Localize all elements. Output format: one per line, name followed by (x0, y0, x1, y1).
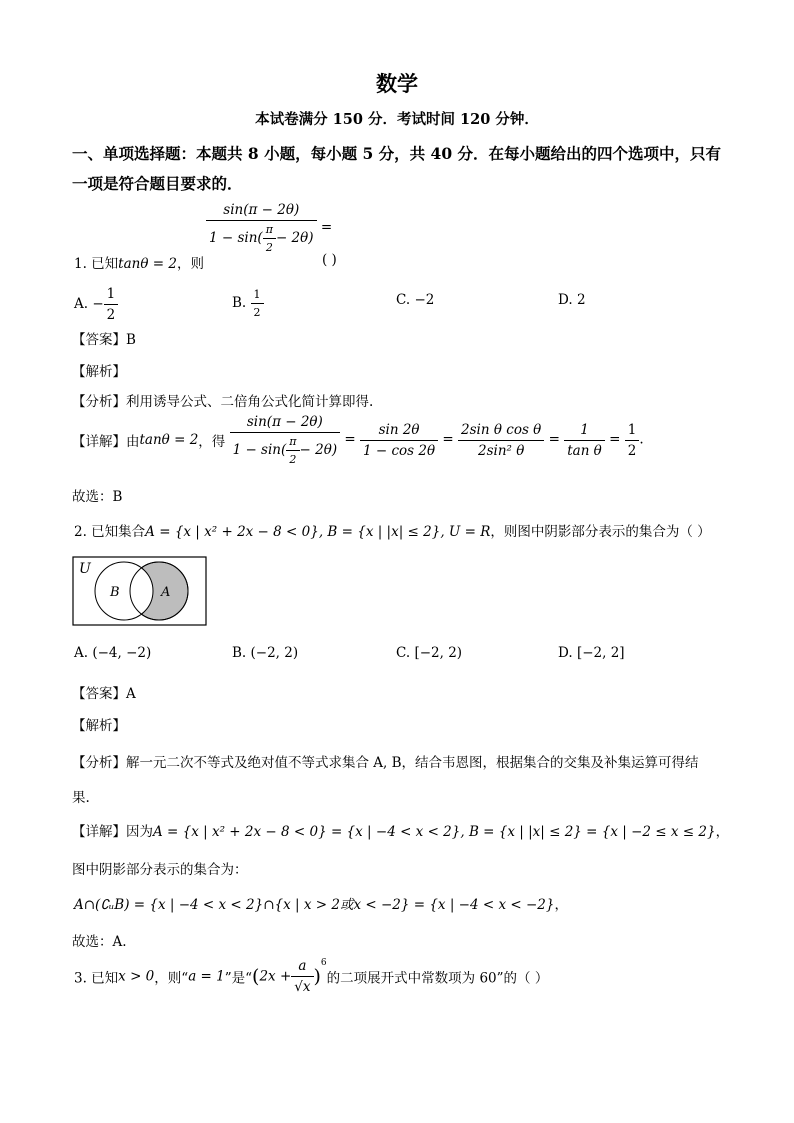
q3-fraction: $\frac{a}{√x}$ (291, 958, 313, 995)
q2-fenxi-line1: 【分析】解一元二次不等式及绝对值不等式求集合 A, B，结合韦恩图，根据集合的交集及补集运算可得结 (72, 755, 699, 771)
q1-frac-denominator: 1 − sin( $\frac{\pi}{2}$ − 2θ) (209, 223, 314, 254)
q2-analysis-tag: 【解析】 (72, 718, 126, 734)
q1-option-d: D. 2 (558, 292, 586, 308)
q1-equals: = (320, 219, 333, 236)
q3-stem: 3. 已知x > 0，则“a = 1”是“(2x + $\frac{a}{√x}$ )$^6$的二项展开式中常数项为 60”的（ ） (74, 958, 549, 995)
q1-detail-frac5: $\frac{1}{2}$ (625, 422, 640, 459)
q2-option-d: D. [−2, 2] (558, 645, 625, 661)
q2-set-definition: A = {x | x² + 2x − 8 < 0}, B = {x | |x| ≤ 2}, U = R (145, 524, 491, 540)
q1-detail-frac3: $\frac{\text{2sin θ cos θ}}{\text{2sin² θ}}$ (458, 422, 544, 459)
q1-fenxi: 【分析】利用诱导公式、二倍角公式化简计算即得. (72, 394, 374, 410)
venn-diagram (72, 556, 208, 628)
q1-answer-paren: ( ) (322, 252, 337, 268)
q1-frac-numerator: sin(π − 2θ) (206, 202, 317, 221)
page-title: 数学 (376, 71, 418, 96)
venn-label-a: A (161, 585, 171, 600)
exam-subtitle: 本试卷满分 150 分．考试时间 120 分钟． (255, 111, 539, 128)
q2-detail-math: A = {x | x² + 2x − 8 < 0} = {x | −4 < x < 2}, B = {x | |x| ≤ 2} = {x | −2 ≤ x ≤ 2} (153, 824, 716, 840)
q1-option-c: C. −2 (396, 292, 435, 308)
q1-answer: 【答案】B (72, 332, 136, 348)
q1-fraction (206, 202, 332, 254)
q2-stem: 2. 已知集合A = {x | x² + 2x − 8 < 0}, B = {x | |x| ≤ 2}, U = R，则图中阴影部分表示的集合为（ ） (74, 524, 711, 540)
venn-label-b: B (110, 585, 120, 600)
q1-condition: tanθ = 2 (118, 256, 177, 272)
q2-choice: 故选：A. (72, 934, 127, 950)
q1-option-a: A. − $\frac{1}{2}$ (74, 286, 118, 323)
q2-shade-line: 图中阴影部分表示的集合为： (72, 862, 248, 878)
q1-choice: 故选：B (72, 489, 123, 505)
q2-option-b: B. (−2, 2) (232, 645, 299, 661)
q1-detail-frac2: $\frac{\sin 2\theta}{1 - \cos 2\theta}$ (360, 422, 438, 459)
q2-fenxi-line2: 果. (72, 790, 90, 806)
q1-stem: 1. 已知tanθ = 2，则 (74, 256, 204, 272)
q2-answer: 【答案】A (72, 686, 136, 702)
venn-circle-b (95, 562, 153, 620)
q2-detail: 【详解】因为A = {x | x² + 2x − 8 < 0} = {x | −4 < x < 2}, B = {x | |x| ≤ 2} = {x | −2 ≤ x ≤ 2}， (72, 824, 730, 840)
q2-result: A∩(∁ᵤB) = {x | −4 < x < 2}∩{x | x > 2或x < −2} = {x | −4 < x < −2}， (74, 897, 568, 913)
q2-option-a: A. (−4, −2) (74, 645, 152, 661)
q1-option-b: B. $\frac{1}{2}$ (232, 288, 264, 319)
q1-detail-frac4: $\frac{1}{\text{tan θ}}$ (564, 422, 605, 459)
venn-label-u: U (79, 561, 91, 577)
section-heading-line1: 一、单项选择题：本题共 8 小题，每小题 5 分，共 40 分．在每小题给出的四个选项中，只有 (72, 144, 722, 163)
q1-detail: 【详解】由tanθ = 2，得 sin(π − 2θ) 1 − sin( $\frac{\pi}{2}$ − 2θ) = $\frac{\sin 2\theta}{1 - \cos 2\theta}$ = $\frac{\text{2sin θ cos θ}}{\text{2sin² θ}}$ = $\frac{1}{\text{tan θ}}$ = $\frac{1}{2}$ . (72, 414, 644, 466)
section-heading-line2: 一项是符合题目要求的． (72, 174, 243, 193)
q1-detail-frac1: sin(π − 2θ) 1 − sin( $\frac{\pi}{2}$ − 2θ) (230, 414, 341, 466)
q2-option-c: C. [−2, 2) (396, 645, 463, 661)
q1-analysis-tag: 【解析】 (72, 364, 126, 380)
